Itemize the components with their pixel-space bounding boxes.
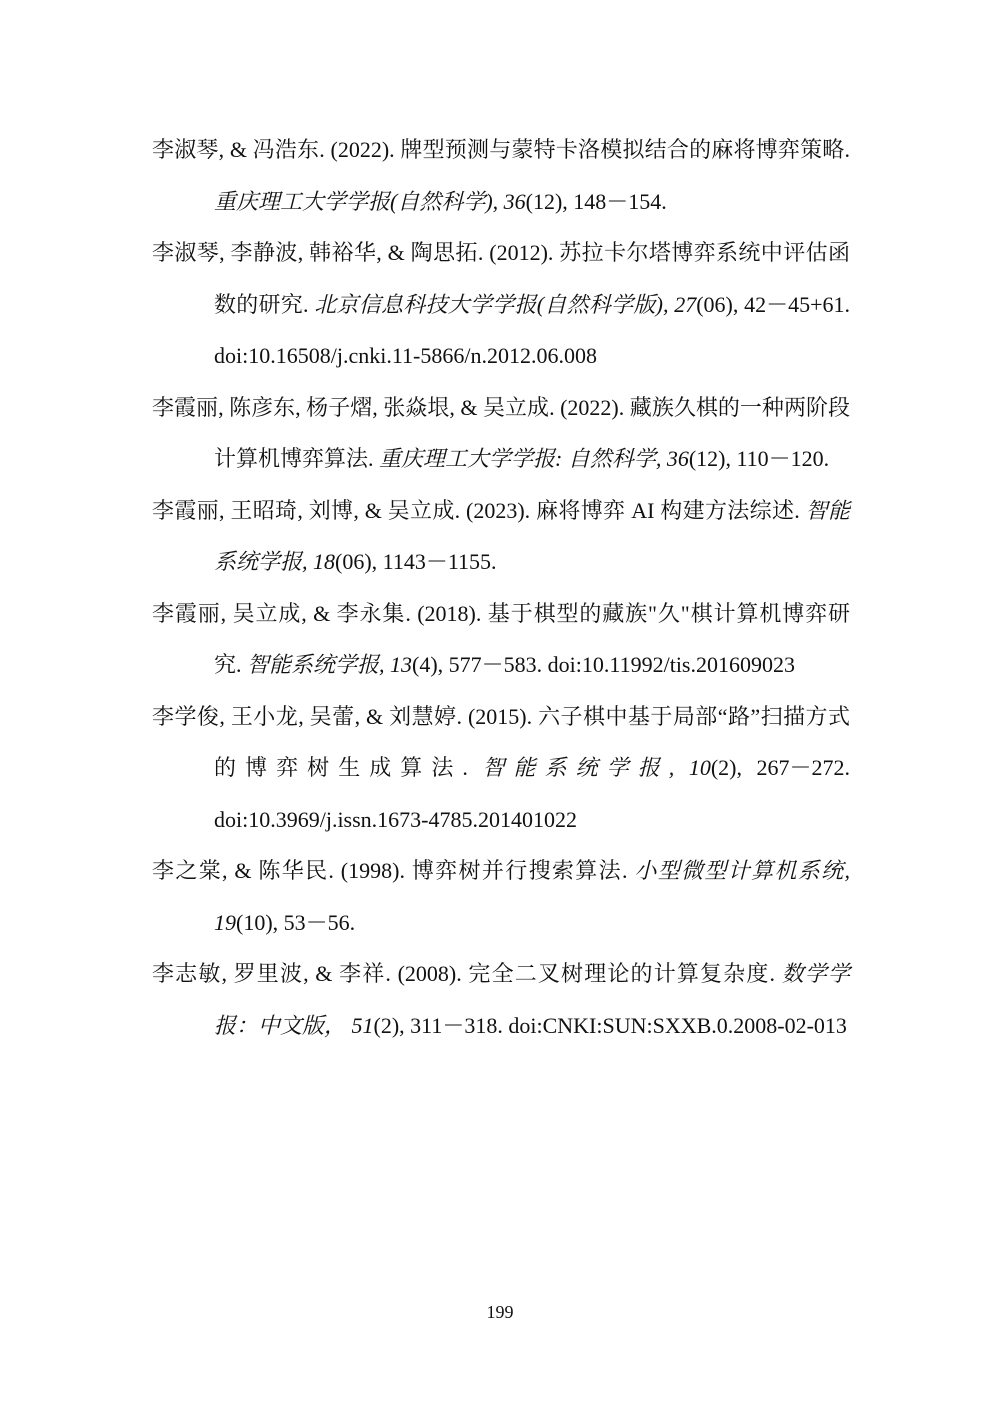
reference-year: (2015). [467,703,533,729]
reference-entry [152,588,850,691]
reference-year: (1998). [340,858,405,883]
reference-volume: 10 [688,755,711,780]
reference-entry [152,382,850,485]
reference-journal: 智能系统学报, [214,497,850,574]
reference-volume: 27 [674,291,697,317]
reference-entry [152,845,850,948]
reference-journal: 小型微型计算机系统, [634,858,851,883]
reference-pages: (06), 1143－1155. [335,549,497,574]
reference-pages: (2), 267－272. doi:10.3969/j.issn.1673-4785.201401022 [214,755,851,832]
reference-list [152,124,850,1051]
reference-year: (2023). [466,497,531,523]
reference-authors: 李淑琴, & 冯浩东. [152,137,325,162]
page-number: 199 [486,1302,514,1322]
reference-year: (2022). [560,394,625,420]
reference-pages: (4), 577－583. doi:10.11992/tis.201609023 [412,652,795,677]
reference-title: 基于棋型的藏族"久"棋计算机博弈研究. [214,600,851,677]
reference-authors: 李淑琴, 李静波, 韩裕华, & 陶思拓. [152,240,484,265]
reference-year: (2012). [489,240,554,265]
reference-pages: (12), 110－120. [688,446,830,471]
reference-entry [152,124,850,227]
reference-title: 麻将博弈 AI 构建方法综述. [536,497,800,523]
reference-pages: (12), 148－154. [525,188,667,214]
reference-title: 苏拉卡尔塔博弈系统中评估函数的研究. [214,240,850,317]
reference-title: 藏族久棋的一种两阶段计算机博弈算法. [214,394,851,471]
reference-entry [152,485,850,588]
reference-pages: (06), 42－45+61. doi:10.16508/j.cnki.11-5866/n.2012.06.008 [214,291,851,368]
reference-journal: 重庆理工大学学报(自然科学), [214,188,499,214]
reference-journal: 数学学报：中文版， [214,961,851,1038]
reference-volume: 19 [214,909,236,935]
reference-entry [152,227,850,382]
reference-title: 牌型预测与蒙特卡洛模拟结合的麻将博弈策略. [400,137,851,162]
reference-journal: 智能系统学报, [482,755,675,780]
reference-journal: 智能系统学报, [247,652,385,677]
reference-authors: 李学俊, 王小龙, 吴蕾, & 刘慧婷. [152,703,462,729]
reference-title: 完全二叉树理论的计算复杂度. [468,961,776,986]
reference-volume: 36 [503,188,526,214]
reference-journal: 北京信息科技大学学报(自然科学版), [314,291,669,317]
reference-entry [152,691,850,846]
reference-authors: 李霞丽, 陈彦东, 杨子熠, 张焱垠, & 吴立成. [152,394,555,420]
reference-year: (2008). [397,961,462,986]
reference-volume: 13 [390,652,413,677]
reference-volume: 51 [351,1012,374,1038]
reference-pages: (2), 311－318. doi:CNKI:SUN:SXXB.0.2008-02-013 [373,1012,847,1038]
reference-volume: 18 [313,549,336,574]
reference-journal: 重庆理工大学学报: 自然科学, [379,446,662,471]
reference-pages: (10), 53－56. [236,909,356,935]
reference-title: 六子棋中基于局部“路”扫描方式的博弈树生成算法. [214,703,851,780]
reference-title: 博弈树并行搜索算法. [411,858,628,883]
reference-authors: 李霞丽, 吴立成, & 李永集. [152,600,411,626]
reference-authors: 李霞丽, 王昭琦, 刘博, & 吴立成. [152,497,461,523]
reference-year: (2018). [417,600,482,626]
reference-authors: 李之棠, & 陈华民. [152,858,334,883]
reference-volume: 36 [666,446,689,471]
reference-authors: 李志敏, 罗里波, & 李祥. [152,961,391,986]
reference-entry [152,948,850,1051]
reference-year: (2022). [330,137,395,162]
